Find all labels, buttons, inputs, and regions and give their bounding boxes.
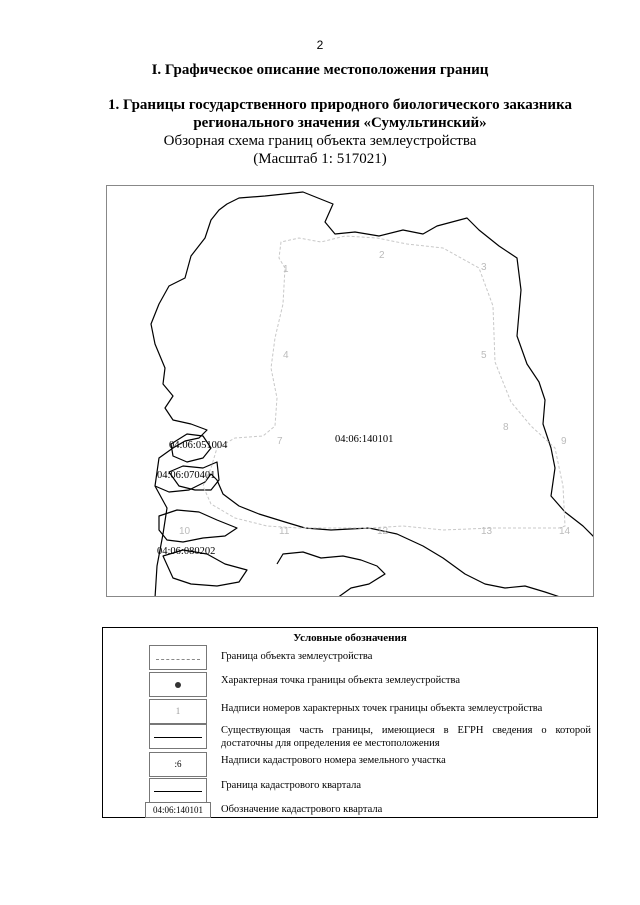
point-label: 13 — [481, 526, 493, 537]
legend-text: Характерная точка границы объекта землеустройства — [221, 675, 460, 686]
legend-text: Обозначение кадастрового квартала — [221, 804, 383, 815]
point-labels — [179, 250, 571, 537]
point-label: 14 — [559, 526, 571, 537]
cadastral-boundary-south — [277, 552, 385, 597]
map-svg — [107, 186, 594, 597]
legend-text: Существующая часть границы, имеющиеся в ЕГРН сведения о которой достаточны для определения ее местоположения — [221, 725, 591, 749]
point-label: 7 — [277, 436, 283, 447]
legend-text: Надписи номеров характерных точек границы объекта землеустройства — [221, 703, 543, 714]
scheme-title: Обзорная схема границ объекта землеустройства — [163, 133, 477, 149]
point-label: 12 — [377, 526, 389, 537]
cadastral-label-c: 04:06:080202 — [157, 546, 216, 557]
cadastral-label-main: 04:06:140101 — [335, 434, 394, 445]
legend-text: Надписи кадастрового номера земельного участка — [221, 755, 446, 766]
cadastral-label-b: 04:06:070401 — [157, 470, 216, 481]
cadastral-boundary-patch-c — [159, 510, 237, 542]
point-label: 8 — [503, 422, 509, 433]
section-title: I. Графическое описание местоположения границ — [151, 62, 489, 78]
legend-text: Граница объекта землеустройства — [221, 651, 373, 662]
legend-symbol-parcel-label: :6 — [149, 752, 207, 777]
point-label: 4 — [283, 350, 289, 361]
point-label: 9 — [561, 436, 567, 447]
legend-title: Условные обозначения — [293, 632, 407, 644]
legend-text: Граница кадастрового квартала — [221, 780, 362, 791]
scale-label: (Масштаб 1: 517021) — [253, 151, 387, 167]
legend-symbol-point-label: 1 — [149, 699, 207, 724]
point-label: 10 — [179, 526, 191, 537]
object-boundary — [203, 236, 565, 530]
legend-symbol-existing-boundary — [149, 724, 207, 749]
subsection-title: 1. Границы государственного природного биологического заказника регионального значения «Сумультинский» — [107, 97, 572, 131]
legend-symbol-object-boundary — [149, 645, 207, 670]
point-label: 5 — [481, 350, 487, 361]
scheme-title-block — [0, 132, 640, 168]
point-label: 1 — [283, 264, 289, 275]
legend-symbol-quarter-boundary — [149, 778, 207, 803]
legend-box — [102, 627, 598, 818]
page-number: 2 — [316, 38, 324, 52]
cadastral-label-a: 04:06:051004 — [169, 440, 228, 451]
legend-symbol-point — [149, 672, 207, 697]
cadastral-boundary-inner — [155, 474, 563, 597]
overview-map — [106, 185, 594, 597]
point-label: 11 — [279, 526, 290, 537]
point-label: 2 — [379, 250, 385, 261]
point-label: 3 — [481, 262, 487, 273]
legend-symbol-quarter-label: 04:06:140101 — [145, 802, 211, 818]
